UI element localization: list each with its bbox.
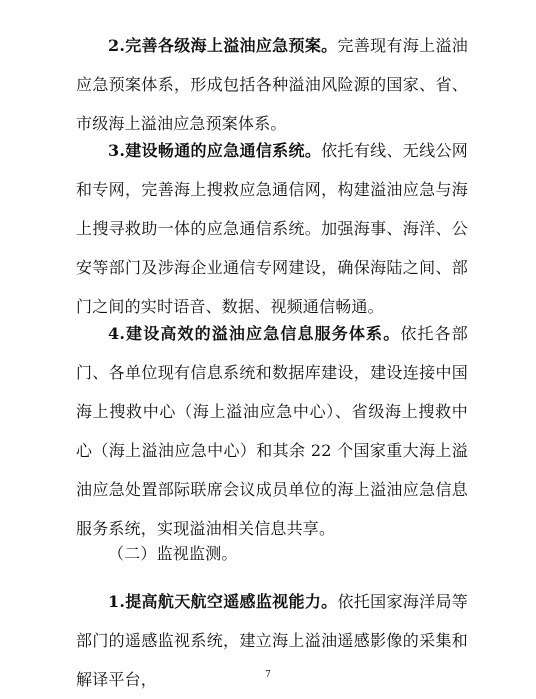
paragraph-body: 依托各部门、各单位现有信息系统和数据库建设，建设连接中国海上搜救中心（海上溢油应急中心）、省级海上搜救中心（海上溢油应急中心）和其余 22 个国家重大海上溢油应急处置部际联席会议成员单位的海上溢油应急信息服务系统，实现溢油相关信息共享。 [76,324,468,538]
paragraph-body: 依托国家海洋局等部门的遥感监视系统，建立海上溢油遥感影像的采集和解译平台， [76,592,468,689]
paragraph-oil-spill-plan [76,26,468,143]
section-heading-monitoring [76,534,468,573]
paragraph-heading: 4.建设高效的溢油应急信息服务体系。 [108,324,401,343]
paragraph-heading: 1.提高航天航空遥感监视能力。 [108,592,338,611]
paragraph-remote-sensing [76,582,468,699]
paragraph-information-service [76,314,468,548]
paragraph-body: 完善现有海上溢油应急预案体系，形成包括各种溢油风险源的国家、省、市级海上溢油应急预案体系。 [76,36,468,133]
paragraph-communication-system [76,131,468,326]
page-number: 7 [265,670,271,680]
paragraph-body: 依托有线、无线公网和专网，完善海上搜救应急通信网，构建溢油应急与海上搜寻救助一体的应急通信系统。加强海事、海洋、公安等部门及涉海企业通信专网建设，确保海陆之间、部门之间的实时语音、数据、视频通信畅通。 [76,141,468,316]
section-heading-text: （二）监视监测。 [108,544,238,563]
paragraph-heading: 3.建设畅通的应急通信系统。 [108,141,322,160]
paragraph-heading: 2.完善各级海上溢油应急预案。 [108,36,338,55]
